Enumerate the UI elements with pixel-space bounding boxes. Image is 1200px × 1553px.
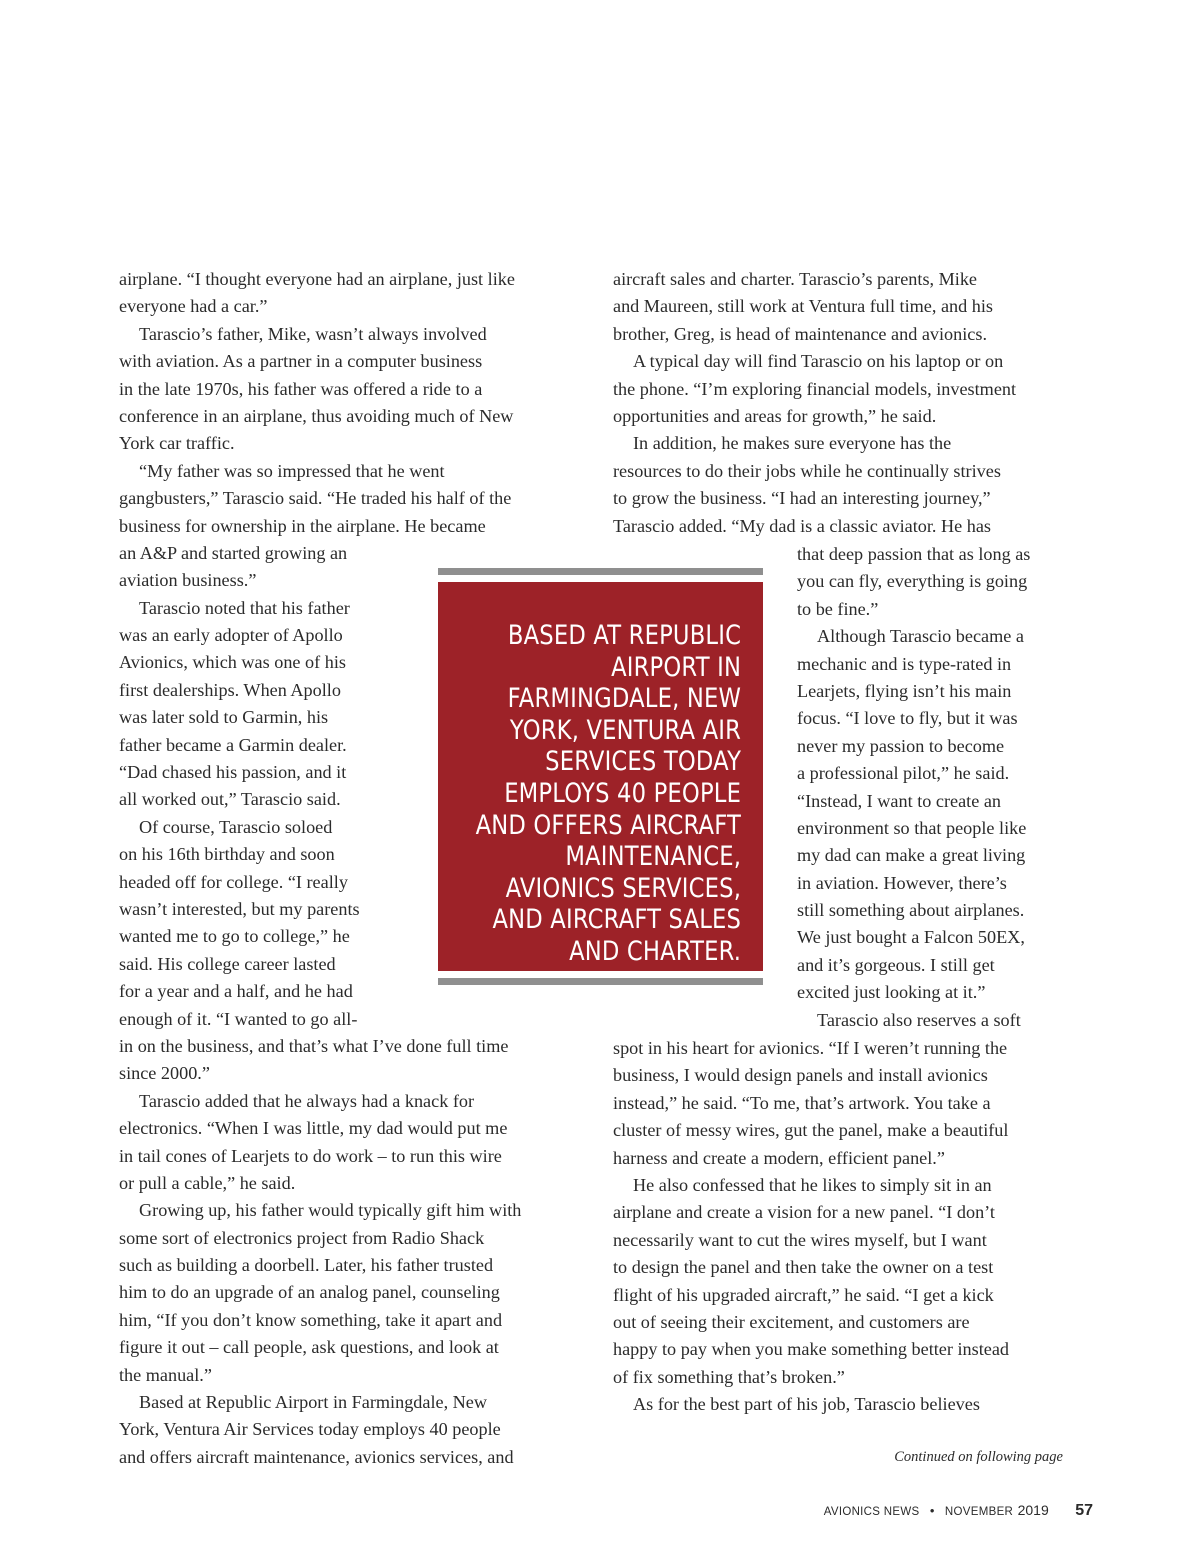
text-line: an A&P and started growing an xyxy=(119,542,348,563)
text-line: headed off for college. “I really xyxy=(119,871,348,892)
text-line: “My father was so impressed that he went xyxy=(139,460,445,481)
text-line: resources to do their jobs while he continually strives xyxy=(613,460,1001,481)
text-line: He also confessed that he likes to simply sit in an xyxy=(633,1174,992,1195)
pull-quote-top-rule xyxy=(438,568,763,575)
text-line: aviation business.” xyxy=(119,570,257,591)
text-line: said. His college career lasted xyxy=(119,953,336,974)
continued-note: Continued on following page xyxy=(894,1449,1063,1465)
text-line: environment so that people like xyxy=(797,817,1027,838)
text-line: spot in his heart for avionics. “If I weren’t running the xyxy=(613,1038,1008,1058)
text-line: excited just looking at it.” xyxy=(797,982,986,1003)
text-line: business for ownership in the airplane. He became xyxy=(119,515,486,536)
text-line: Growing up, his father would typically gift him with xyxy=(139,1200,522,1221)
text-line: Of course, Tarascio soloed xyxy=(139,816,333,837)
issue-year: 2019 xyxy=(1017,1502,1049,1518)
text-line: all worked out,” Tarascio said. xyxy=(119,789,341,810)
text-line: electronics. “When I was little, my dad would put me xyxy=(119,1118,508,1139)
issue-month: NOVEMBER xyxy=(944,1506,1014,1518)
pull-quote-line: BASED AT REPUBLIC xyxy=(507,620,741,651)
text-line: to design the panel and then take the owner on a test xyxy=(613,1257,994,1278)
article-column-right-bottom xyxy=(613,1035,1083,1418)
text-line: harness and create a modern, efficient panel.” xyxy=(613,1147,945,1168)
text-line: conference in an airplane, thus avoiding much of New xyxy=(119,405,514,426)
text-line: him, “If you don’t know something, take it apart and xyxy=(119,1309,503,1330)
text-line: in aviation. However, there’s xyxy=(797,872,1007,893)
text-line: As for the best part of his job, Tarascio believes xyxy=(633,1394,980,1415)
text-line: Tarascio also reserves a soft xyxy=(817,1009,1021,1030)
text-line: brother, Greg, is head of maintenance and avionics. xyxy=(613,323,987,344)
text-line: out of seeing their excitement, and customers are xyxy=(613,1311,970,1332)
text-line: still something about airplanes. xyxy=(797,900,1025,921)
pull-quote xyxy=(438,566,763,990)
pull-quote-bottom-rule xyxy=(438,978,763,985)
text-line: of fix something that’s broken.” xyxy=(613,1366,845,1387)
text-line: necessarily want to cut the wires myself, but I want xyxy=(613,1229,987,1250)
text-line: was later sold to Garmin, his xyxy=(119,707,329,728)
text-line: aircraft sales and charter. Tarascio’s parents, Mike xyxy=(613,269,978,289)
pull-quote-text xyxy=(475,620,741,968)
text-line: to be fine.” xyxy=(797,598,879,619)
text-line: “Dad chased his passion, and it xyxy=(119,762,347,783)
text-line: for a year and a half, and he had xyxy=(119,981,353,1002)
text-line: Learjets, flying isn’t his main xyxy=(797,680,1012,701)
publication-name: AVIONICS NEWS xyxy=(823,1506,920,1518)
text-line: In addition, he makes sure everyone has the xyxy=(633,433,952,454)
text-line: Although Tarascio became a xyxy=(817,626,1024,647)
text-line: York, Ventura Air Services today employs 40 people xyxy=(119,1419,501,1440)
text-line: mechanic and is type-rated in xyxy=(797,653,1012,674)
text-line: the phone. “I’m exploring financial models, investment xyxy=(613,378,1017,399)
text-line: him to do an upgrade of an analog panel, counseling xyxy=(119,1282,500,1303)
pull-quote-line: YORK, VENTURA AIR xyxy=(509,714,741,746)
article-column-right-wrap xyxy=(797,541,1087,1034)
pull-quote-line: EMPLOYS 40 PEOPLE xyxy=(504,777,741,809)
text-line: a professional pilot,” he said. xyxy=(797,763,1010,784)
text-line: airplane. “I thought everyone had an airplane, just like xyxy=(119,269,515,289)
pull-quote-line: AND OFFERS AIRCRAFT xyxy=(475,809,741,841)
text-line: business, I would design panels and install avionics xyxy=(613,1065,988,1086)
text-line: cluster of messy wires, gut the panel, make a beautiful xyxy=(613,1120,1009,1141)
pull-quote-line: FARMINGDALE, NEW xyxy=(507,683,741,715)
text-line: on his 16th birthday and soon xyxy=(119,844,335,865)
text-line: or pull a cable,” he said. xyxy=(119,1172,296,1193)
text-line: in on the business, and that’s what I’ve done full time xyxy=(119,1035,509,1056)
text-line: father became a Garmin dealer. xyxy=(119,734,347,755)
pull-quote-line: AND CHARTER. xyxy=(568,935,741,967)
text-line: everyone had a car.” xyxy=(119,296,268,317)
text-line: enough of it. “I wanted to go all- xyxy=(119,1008,358,1029)
text-line: and offers aircraft maintenance, avionics services, and xyxy=(119,1446,514,1467)
text-line: focus. “I love to fly, but it was xyxy=(797,708,1018,729)
text-line: you can fly, everything is going xyxy=(797,571,1028,592)
text-line: “Instead, I want to create an xyxy=(797,790,1001,811)
text-line: first dealerships. When Apollo xyxy=(119,679,341,700)
text-line: flight of his upgraded aircraft,” he said. “I get a kick xyxy=(613,1284,994,1305)
text-line: happy to pay when you make something better instead xyxy=(613,1339,1009,1360)
text-line: Avionics, which was one of his xyxy=(119,652,346,673)
text-line: in the late 1970s, his father was offered a ride to a xyxy=(119,378,483,399)
pull-quote-line: MAINTENANCE, xyxy=(565,841,741,873)
page-footer xyxy=(600,1502,1093,1520)
text-line: A typical day will find Tarascio on his laptop or on xyxy=(633,351,1004,372)
text-line: never my passion to become xyxy=(797,735,1005,756)
bullet-separator: • xyxy=(929,1503,935,1518)
text-line: Tarascio’s father, Mike, wasn’t always involved xyxy=(139,323,487,344)
text-line: gangbusters,” Tarascio said. “He traded his half of the xyxy=(119,488,512,509)
text-line: my dad can make a great living xyxy=(797,845,1026,866)
text-line: in tail cones of Learjets to do work – to run this wire xyxy=(119,1145,502,1166)
text-line: such as building a doorbell. Later, his father trusted xyxy=(119,1255,494,1276)
text-line: some sort of electronics project from Radio Shack xyxy=(119,1227,485,1248)
text-line: Tarascio noted that his father xyxy=(139,597,350,618)
text-line: Based at Republic Airport in Farmingdale, New xyxy=(139,1392,488,1413)
text-line: with aviation. As a partner in a computer business xyxy=(119,351,483,372)
text-line: opportunities and areas for growth,” he said. xyxy=(613,405,937,426)
text-line: Tarascio added that he always had a knack for xyxy=(139,1090,475,1111)
text-line: and Maureen, still work at Ventura full time, and his xyxy=(613,296,993,317)
pull-quote-line: AVIONICS SERVICES, xyxy=(505,872,741,904)
text-line: the manual.” xyxy=(119,1364,212,1385)
text-line: was an early adopter of Apollo xyxy=(119,625,343,646)
pull-quote-line: AND AIRCRAFT SALES xyxy=(492,904,741,936)
text-line: Tarascio added. “My dad is a classic aviator. He has xyxy=(613,515,992,536)
text-line: since 2000.” xyxy=(119,1063,210,1084)
text-line: instead,” he said. “To me, that’s artwork. You take a xyxy=(613,1092,991,1113)
text-line: to grow the business. “I had an interesting journey,” xyxy=(613,488,991,509)
text-line: We just bought a Falcon 50EX, xyxy=(797,927,1025,948)
text-line: wasn’t interested, but my parents xyxy=(119,898,360,919)
text-line: wanted me to go to college,” he xyxy=(119,926,350,947)
pull-quote-line: SERVICES TODAY xyxy=(545,746,741,778)
pull-quote-line: AIRPORT IN xyxy=(610,651,741,683)
pull-quote-box xyxy=(438,582,763,971)
text-line: figure it out – call people, ask questions, and look at xyxy=(119,1337,499,1358)
text-line: and it’s gorgeous. I still get xyxy=(797,954,995,975)
text-line: York car traffic. xyxy=(119,433,235,454)
text-line: airplane and create a vision for a new panel. “I don’t xyxy=(613,1202,995,1223)
article-column-right-top xyxy=(613,266,1083,540)
page-number: 57 xyxy=(1075,1502,1093,1519)
text-line: that deep passion that as long as xyxy=(797,544,1031,564)
